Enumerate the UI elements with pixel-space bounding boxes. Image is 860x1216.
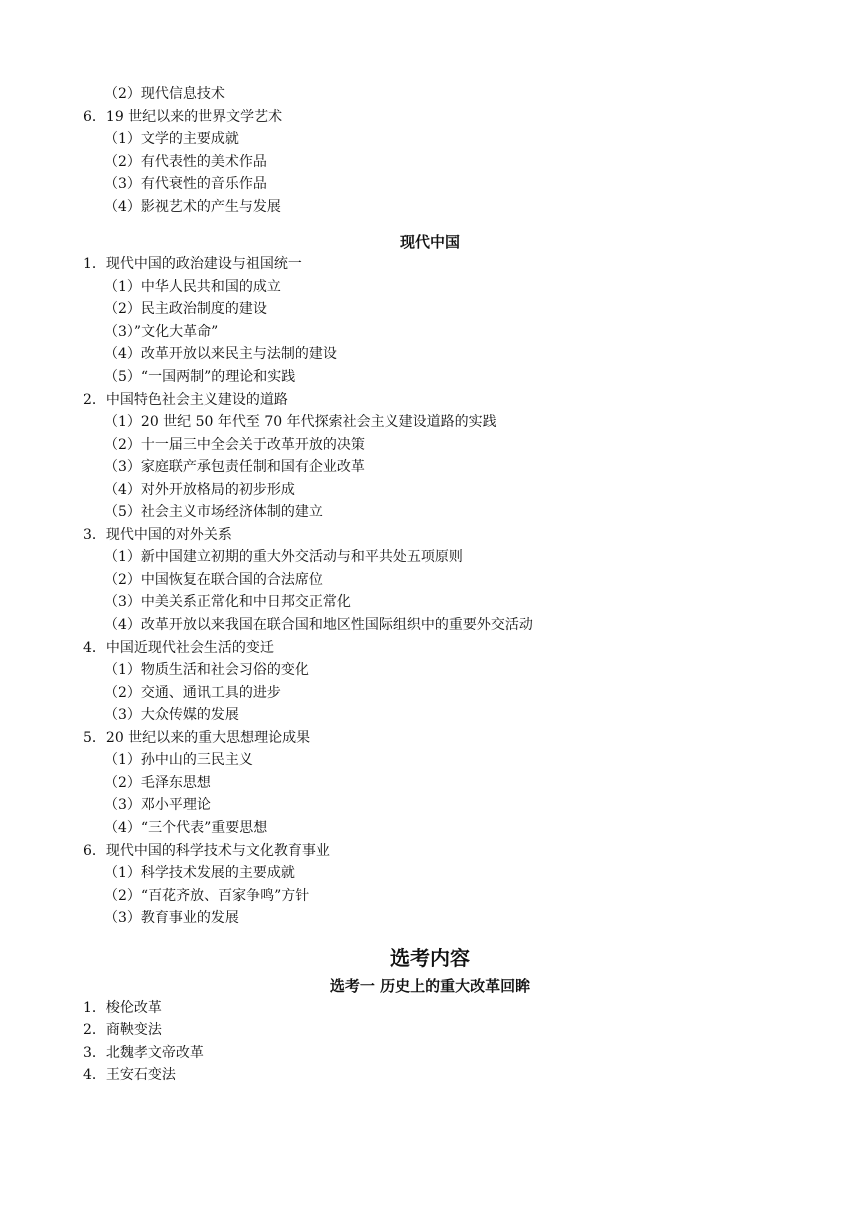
outline-subitem: （4）“三个代表”重要思想: [104, 819, 268, 836]
outline-subitem: （1）新中国建立初期的重大外交活动与和平共处五项原则: [104, 549, 463, 566]
outline-item: 6．19 世纪以来的世界文学艺术: [83, 108, 283, 125]
outline-subitem: （3）邓小平理论: [104, 797, 211, 814]
section-heading-modern-china: 现代中国: [399, 233, 460, 252]
document-page: [0, 83, 860, 1087]
outline-subitem: （2）“百花齐放、百家争鸣”方针: [104, 887, 310, 904]
outline-subitem: （2）现代信息技术: [104, 86, 225, 102]
outline-subitem: （2）有代表性的美术作品: [104, 153, 267, 170]
outline-subitem: （1）文学的主要成就: [104, 131, 239, 148]
outline-item: 6．现代中国的科学技术与文化教育事业: [83, 842, 330, 859]
section-heading-elective: 选考内容: [390, 945, 470, 970]
outline-subitem: （4）改革开放以来我国在联合国和地区性国际组织中的重要外交活动: [104, 617, 533, 634]
outline-subitem: （2）中国恢复在联合国的合法席位: [104, 571, 323, 588]
outline-item: 4．中国近现代社会生活的变迁: [83, 639, 274, 656]
outline-subitem: （3）家庭联产承包责任制和国有企业改革: [104, 459, 365, 476]
outline-item: 3．现代中国的对外关系: [83, 526, 232, 543]
outline-subitem: （1）孙中山的三民主义: [104, 752, 253, 769]
outline-subitem: （2）民主政治制度的建设: [104, 301, 267, 318]
outline-subitem: （3）大众传媒的发展: [104, 707, 239, 724]
section-subheading-elective-one: 选考一 历史上的重大改革回眸: [329, 976, 531, 995]
outline-subitem: （3）教育事业的发展: [104, 910, 239, 927]
outline-subitem: （1）中华人民共和国的成立: [104, 278, 281, 295]
outline-subitem: （3）中美关系正常化和中日邦交正常化: [104, 594, 351, 611]
outline-item: 2．中国特色社会主义建设的道路: [83, 391, 288, 408]
outline-subitem: （1）科学技术发展的主要成就: [104, 865, 295, 882]
outline-subitem: （2）十一届三中全会关于改革开放的决策: [104, 436, 365, 453]
outline-subitem: （4）影视艺术的产生与发展: [104, 198, 281, 215]
outline-list-elective: [0, 997, 860, 1087]
outline-item: 1．梭伦改革: [83, 999, 162, 1016]
outline-item: 2．商鞅变法: [83, 1022, 162, 1039]
outline-subitem: （4）改革开放以来民主与法制的建设: [104, 346, 337, 363]
outline-subitem: （1）物质生活和社会习俗的变化: [104, 662, 309, 679]
outline-item: 4．王安石变法: [83, 1067, 176, 1084]
outline-subitem: （5）“一国两制”的理论和实践: [104, 369, 296, 386]
outline-subitem: （5）社会主义市场经济体制的建立: [104, 504, 323, 521]
outline-subitem: （1）20 世纪 50 年代至 70 年代探索社会主义建设道路的实践: [104, 414, 497, 431]
outline-list-modern-china: [0, 253, 860, 929]
outline-subitem: （2）交通、通讯工具的进步: [104, 684, 281, 701]
outline-subitem: （3）”文化大革命”: [104, 323, 219, 340]
outline-item: 1．现代中国的政治建设与祖国统一: [83, 256, 302, 273]
outline-item: 3．北魏孝文帝改革: [83, 1044, 204, 1061]
outline-list-part1: [0, 83, 860, 218]
outline-subitem: （2）毛泽东思想: [104, 774, 211, 791]
outline-subitem: （3）有代衰性的音乐作品: [104, 176, 267, 193]
outline-item: 5．20 世纪以来的重大思想理论成果: [83, 729, 311, 746]
outline-subitem: （4）对外开放格局的初步形成: [104, 481, 295, 498]
